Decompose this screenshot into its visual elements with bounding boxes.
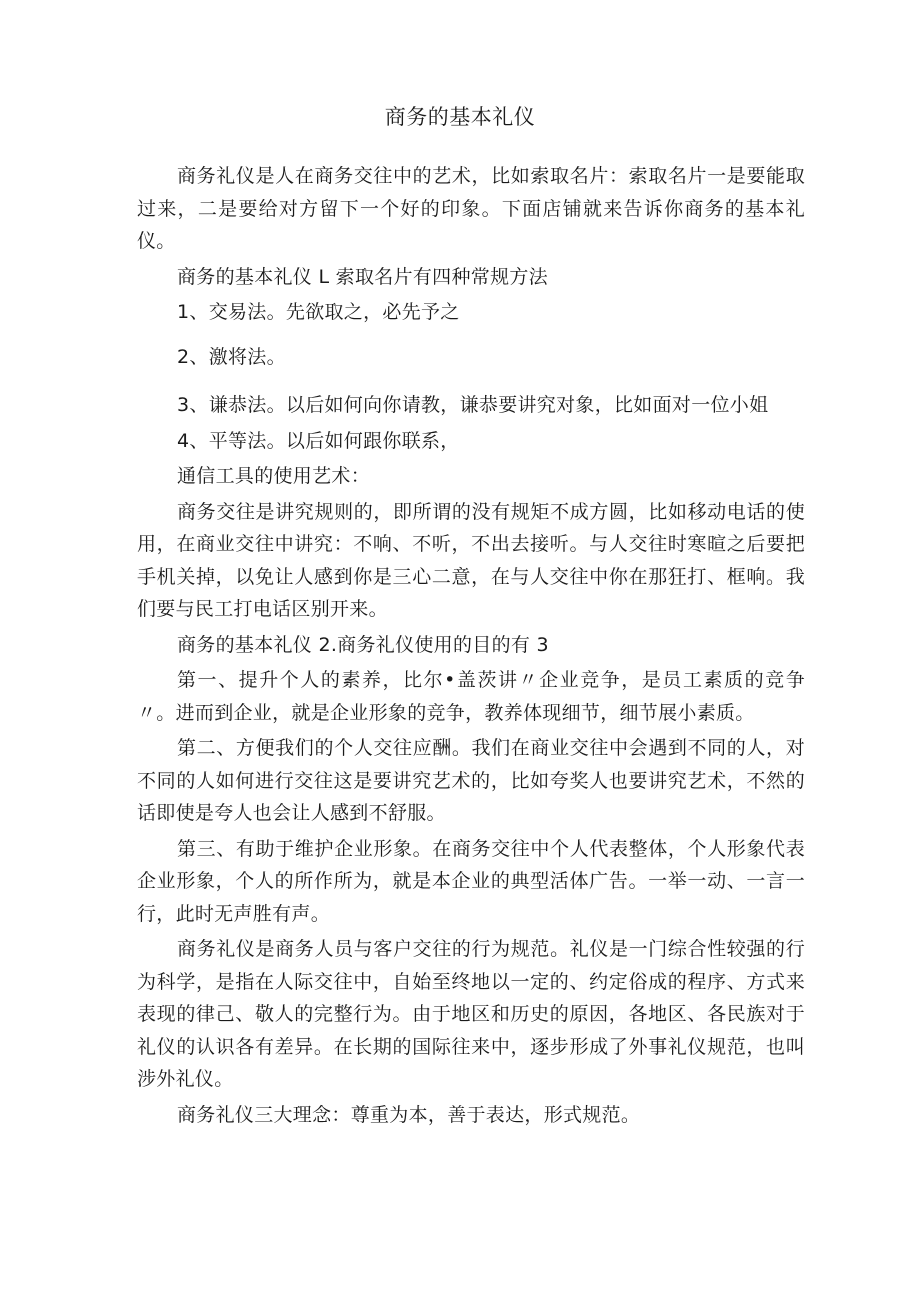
document-title: 商务的基本礼仪 xyxy=(384,105,536,129)
list-item-2: 2、激将法。 xyxy=(177,345,286,368)
paragraph-second: 第二、方便我们的个人交往应酬。我们在商业交往中会遇到不同的人，对不同的人如何进行交往这是要讲究艺术的，比如夸奖人也要讲究艺术，不然的话即使是夸人也会让人感到不舒服。 xyxy=(137,737,805,824)
document-body xyxy=(137,160,805,1131)
list-item-3: 3、谦恭法。以后如何向你请教，谦恭要讲究对象，比如面对一位小姐 xyxy=(177,394,769,416)
paragraph-first: 第一、提升个人的素养，比尔•盖茨讲〃企业竞争，是员工素质的竞争〃。进而到企业，就是企业形象的竞争，教养体现细节，细节展小素质。 xyxy=(137,669,805,724)
paragraph-heading-2: 商务的基本礼仪 2.商务礼仪使用的目的有 3 xyxy=(177,633,549,656)
paragraph-subheading: 通信工具的使用艺术： xyxy=(177,465,371,487)
paragraph-definition: 商务礼仪是商务人员与客户交往的行为规范。礼仪是一门综合性较强的行为科学，是指在人际交往中，自始至终地以一定的、约定俗成的程序、方式来表现的律己、敬人的完整行为。由于地区和历史的原因，各地区、各民族对于礼仪的认识各有差异。在长期的国际往来中，逐步形成了外事礼仪规范，也叫涉外礼仪。 xyxy=(137,938,805,1090)
paragraph-concepts: 商务礼仪三大理念：尊重为本，善于表达，形式规范。 xyxy=(177,1103,641,1126)
paragraph-third: 第三、有助于维护企业形象。在商务交往中个人代表整体，个人形象代表企业形象，个人的所作所为，就是本企业的典型活体广告。一举一动、一言一行，此时无声胜有声。 xyxy=(137,837,805,925)
paragraph-heading-1: 商务的基本礼仪 L 索取名片有四种常规方法 xyxy=(177,265,548,288)
list-item-4: 4、平等法。以后如何跟你联系， xyxy=(177,429,460,452)
paragraph-intro: 商务礼仪是人在商务交往中的艺术，比如索取名片：索取名片一是要能取过来，二是要给对方留下一个好的印象。下面店铺就来告诉你商务的基本礼仪。 xyxy=(137,165,805,252)
list-item-1: 1、交易法。先欲取之，必先予之 xyxy=(177,301,460,323)
paragraph-phone-etiquette: 商务交往是讲究规则的，即所谓的没有规矩不成方圆，比如移动电话的使用，在商业交往中讲究：不响、不听，不出去接听。与人交往时寒暄之后要把手机关掉，以免让人感到你是三心二意，在与人交往中你在那狂打、框响。我们要与民工打电话区别开来。 xyxy=(137,500,805,620)
